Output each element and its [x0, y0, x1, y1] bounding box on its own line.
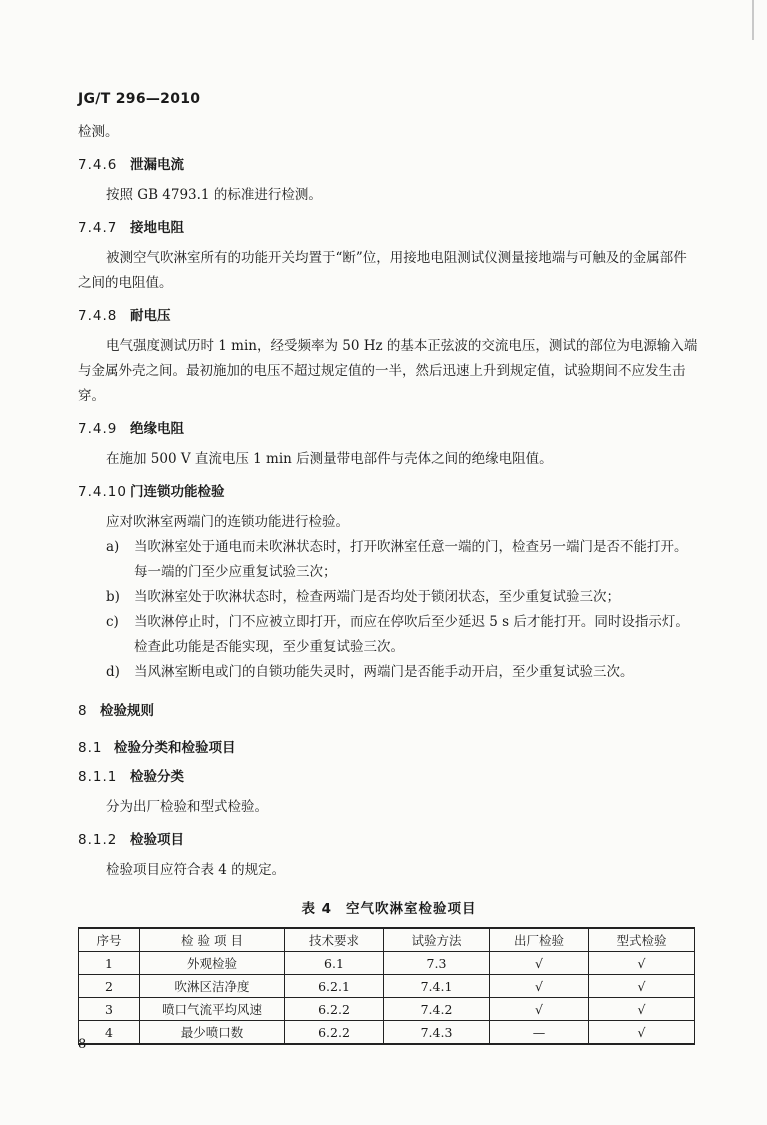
table-cell: √ — [589, 1021, 695, 1045]
section-7-4-8-heading — [78, 304, 700, 329]
list-item — [78, 660, 700, 685]
list-text: 当风淋室断电或门的自锁功能失灵时，两端门是否能手动开启，至少重复试验三次。 — [134, 664, 634, 680]
section-number: 7.4.8 — [78, 308, 118, 324]
section-title: 接地电阻 — [130, 220, 184, 236]
section-number: 8 — [78, 703, 88, 719]
table-cell: 6.2.2 — [285, 1021, 384, 1045]
table-cell: √ — [589, 975, 695, 998]
section-number: 8.1 — [78, 740, 103, 756]
table-cell: — — [490, 1021, 589, 1045]
table-cell: 4 — [79, 1021, 140, 1045]
table-row — [79, 1021, 695, 1045]
section-title: 绝缘电阻 — [130, 421, 184, 437]
section-8-1-2-body: 检验项目应符合表 4 的规定。 — [106, 862, 286, 878]
table-row — [79, 998, 695, 1021]
section-title: 耐电压 — [130, 308, 171, 324]
section-title: 泄漏电流 — [130, 157, 184, 173]
table-cell: 最少喷口数 — [140, 1021, 285, 1045]
section-8-1-1-body: 分为出厂检验和型式检验。 — [106, 799, 268, 815]
section-7-4-7-body: 被测空气吹淋室所有的功能开关均置于“断”位，用接地电阻测试仪测量接地端与可触及的金属部件之间的电阻值。 — [78, 250, 687, 291]
table-cell: 7.3 — [384, 952, 490, 975]
section-8-1-2-heading — [78, 828, 700, 853]
list-item — [78, 610, 700, 660]
list-text: 当吹淋室处于通电而未吹淋状态时，打开吹淋室任意一端的门，检查另一端门是否不能打开。每一端的门至少应重复试验三次； — [134, 539, 688, 580]
table-caption-number: 表 4 — [301, 901, 333, 917]
continuation-text: 检测。 — [78, 124, 119, 140]
table-cell: 7.4.2 — [384, 998, 490, 1021]
table-cell: 吹淋区洁净度 — [140, 975, 285, 998]
section-title: 检验项目 — [130, 832, 184, 848]
table-caption-title: 空气吹淋室检验项目 — [346, 901, 477, 917]
list-marker: d) — [106, 664, 120, 680]
list-item — [78, 535, 700, 585]
section-title: 检验分类 — [130, 769, 184, 785]
header-cell: 检 验 项 目 — [140, 928, 285, 952]
table-cell: √ — [490, 998, 589, 1021]
section-8-heading — [78, 699, 700, 724]
standard-code-header: JG/T 296—2010 — [78, 91, 201, 107]
section-8-1-1-heading — [78, 765, 700, 790]
table-cell: 喷口气流平均风速 — [140, 998, 285, 1021]
table-cell: √ — [490, 952, 589, 975]
table-cell: 7.4.1 — [384, 975, 490, 998]
section-number: 7.4.10 — [78, 484, 127, 500]
list-item — [78, 585, 700, 610]
section-title: 检验规则 — [100, 703, 154, 719]
header-cell: 技术要求 — [285, 928, 384, 952]
table-cell: 1 — [79, 952, 140, 975]
scan-edge-line — [752, 0, 754, 40]
section-7-4-6-body: 按照 GB 4793.1 的标准进行检测。 — [106, 187, 322, 203]
table-cell: 6.2.2 — [285, 998, 384, 1021]
page-number: 8 — [78, 1037, 87, 1052]
table-cell: 外观检验 — [140, 952, 285, 975]
table-cell: √ — [589, 998, 695, 1021]
section-number: 7.4.7 — [78, 220, 118, 236]
inspection-items-table — [78, 927, 695, 1045]
table-cell: 7.4.3 — [384, 1021, 490, 1045]
header-cell: 出厂检验 — [490, 928, 589, 952]
section-7-4-9-body: 在施加 500 V 直流电压 1 min 后测量带电部件与壳体之间的绝缘电阻值。 — [106, 451, 553, 467]
header-cell: 型式检验 — [589, 928, 695, 952]
header-cell: 试验方法 — [384, 928, 490, 952]
table-cell: √ — [589, 952, 695, 975]
page-body — [78, 120, 700, 1045]
section-number: 8.1.2 — [78, 832, 118, 848]
table-cell: 2 — [79, 975, 140, 998]
list-text: 当吹淋室处于吹淋状态时，检查两端门是否均处于锁闭状态，至少重复试验三次； — [134, 589, 620, 605]
section-7-4-8-body: 电气强度测试历时 1 min，经受频率为 50 Hz 的基本正弦波的交流电压，测试的部位为电源输入端与金属外壳之间。最初施加的电压不超过规定值的一半，然后迅速上升到规定值，试验期间不应发生击穿。 — [78, 338, 698, 404]
list-marker: b) — [106, 589, 120, 605]
section-7-4-10-heading — [78, 480, 700, 505]
section-7-4-9-heading — [78, 417, 700, 442]
table-cell: 6.2.1 — [285, 975, 384, 998]
list-marker: c) — [106, 614, 119, 630]
section-7-4-10-body: 应对吹淋室两端门的连锁功能进行检验。 — [106, 514, 349, 530]
list-marker: a) — [106, 539, 120, 555]
section-title: 检验分类和检验项目 — [114, 740, 236, 756]
list-text: 当吹淋停止时，门不应被立即打开，而应在停吹后至少延迟 5 s 后才能打开。同时设指示灯。检查此功能是否能实现，至少重复试验三次。 — [134, 614, 689, 655]
table-caption — [78, 897, 700, 917]
table-cell: 3 — [79, 998, 140, 1021]
section-7-4-6-heading — [78, 153, 700, 178]
section-number: 8.1.1 — [78, 769, 118, 785]
section-number: 7.4.9 — [78, 421, 118, 437]
table-cell: √ — [490, 975, 589, 998]
header-cell: 序号 — [79, 928, 140, 952]
table-row — [79, 975, 695, 998]
section-7-4-7-heading — [78, 216, 700, 241]
table-header-row — [79, 928, 695, 952]
section-8-1-heading — [78, 736, 700, 761]
section-number: 7.4.6 — [78, 157, 118, 173]
table-row — [79, 952, 695, 975]
section-title: 门连锁功能检验 — [130, 484, 225, 500]
table-cell: 6.1 — [285, 952, 384, 975]
